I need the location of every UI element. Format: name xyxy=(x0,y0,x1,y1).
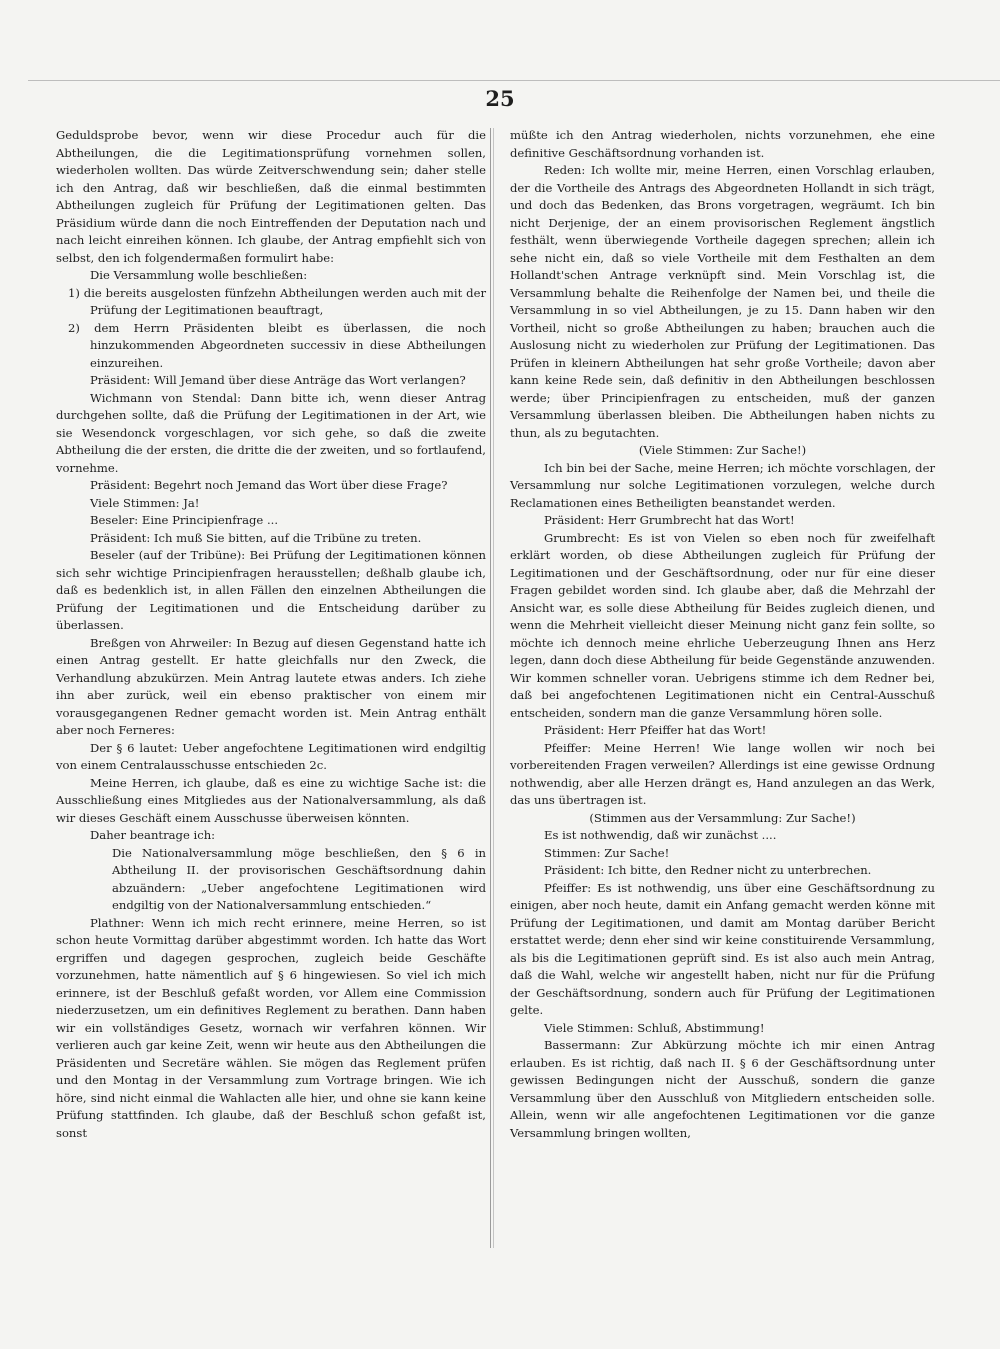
paragraph: Grumbrecht: Es ist von Vielen so eben noch für zweifelhaft erklärt worden, ob diese Abtheilungen zugleich für Prüfung der Legitimationen und der Geschäftsordnung, oder nur für eine dieser Fragen gebildet worden sind. Ich glaube aber, daß die Mehrzahl der Ansicht war, es solle diese Abtheilung für Beides zugleich dienen, und wenn die Mehrheit vielleicht dieser Meinung nicht ganz fein sollte, so möchte ich dennoch meine ehrliche Ueberzeugung Ihnen ans Herz legen, dann doch diese Abtheilung für beide Gegenstände anzuwenden. Wir kommen schneller voran. Uebrigens stimme ich dem Redner bei, daß bei angefochtenen Legitimationen nicht ein Central-Ausschuß entscheiden, sondern man die ganze Versammlung hören solle. xyxy=(510,530,935,720)
paragraph: Pfeiffer: Meine Herren! Wie lange wollen wir noch bei vorbereitenden Fragen verweilen? Allerdings ist eine gewisse Ordnung nothwendig, aber alle Herzen drängt es, Hand anzulegen an das Werk, das uns übertragen ist. xyxy=(510,740,935,807)
column-divider xyxy=(490,128,491,1248)
paragraph: Beseler (auf der Tribüne): Bei Prüfung der Legitimationen können sich sehr wichtige Principienfragen herausstellen; deßhalb glaube ich, daß es bedenklich ist, in allen Fällen den einzelnen Abtheilungen die Prüfung der Legitimationen und die Entscheidung darüber zu überlassen. xyxy=(56,548,486,632)
paragraph: Beseler: Eine Principienfrage ... xyxy=(90,513,279,527)
paragraph: Der § 6 lautet: Ueber angefochtene Legitimationen wird endgiltig von einem Centralausschusse entschieden 2c. xyxy=(56,740,486,772)
paragraph: Präsident: Herr Grumbrecht hat das Wort! xyxy=(544,513,795,527)
paragraph: Ich bin bei der Sache, meine Herren; ich möchte vorschlagen, der Versammlung nur solche Legitimationen vorzulegen, welche durch Reclamationen eines Betheiligten beanstandet werden. xyxy=(510,460,935,510)
paragraph: (Stimmen aus der Versammlung: Zur Sache!) xyxy=(589,810,856,825)
paragraph: 1) die bereits ausgelosten fünfzehn Abtheilungen werden auch mit der Prüfung der Legitimationen beauftragt, xyxy=(68,285,486,317)
top-rule xyxy=(28,80,1000,81)
paragraph: Es ist nothwendig, daß wir zunächst .... xyxy=(544,828,777,842)
paragraph: Die Nationalversammlung möge beschließen, den § 6 in Abtheilung II. der provisorischen Geschäftsordnung dahin abzuändern: „Ueber angefochtene Legitimationen wird endgiltig von der Nationalversammlung entschieden.“ xyxy=(112,845,486,912)
paragraph: Geduldsprobe bevor, wenn wir diese Procedur auch für die Abtheilungen, die die Legitimationsprüfung vornehmen sollen, wiederholen wollten. Das würde Zeitverschwendung sein; daher stelle ich den Antrag, daß wir beschließen, daß die einmal bestimmten Abtheilungen zugleich für Prüfung der Legitimationen gelten. Das Präsidium würde dann die noch Eintreffenden der Deputation nach und nach leicht einreihen können. Ich glaube, der Antrag empfiehlt sich von selbst, den ich folgendermaßen formulirt habe: xyxy=(56,128,486,265)
paragraph: Präsident: Begehrt noch Jemand das Wort über diese Frage? xyxy=(90,478,448,492)
paragraph: Daher beantrage ich: xyxy=(90,828,216,842)
paragraph: Viele Stimmen: Schluß, Abstimmung! xyxy=(544,1020,765,1035)
paragraph: Präsident: Will Jemand über diese Anträge das Wort verlangen? xyxy=(90,373,466,387)
paragraph: Breßgen von Ahrweiler: In Bezug auf diesen Gegenstand hatte ich einen Antrag gestellt. Er hatte gleichfalls nur den Zweck, die Verhandlung abzukürzen. Mein Antrag lautete etwas anders. Ich ziehe ihn aber zurück, weil ein ebenso praktischer von einem mir vorausgegangenen Redner gemacht worden ist. Mein Antrag enthält aber noch Ferneres: xyxy=(56,635,486,737)
paragraph: Meine Herren, ich glaube, daß es eine zu wichtige Sache ist: die Ausschließung eines Mitgliedes aus der Nationalversammlung, als daß wir dieses Geschäft einem Ausschusse überweisen könnten. xyxy=(56,775,486,825)
paragraph: Wichmann von Stendal: Dann bitte ich, wenn dieser Antrag durchgehen sollte, daß die Prüfung der Legitimationen in der Art, wie sie Wesendonck vorgeschlagen, vor sich gehe, so daß die zweite Abtheilung die der ersten, die dritte die der zweiten, und so fortlaufend, vornehme. xyxy=(56,390,486,475)
paragraph: Plathner: Wenn ich mich recht erinnere, meine Herren, so ist schon heute Vormittag darüber abgestimmt worden. Ich hatte das Wort ergriffen und dagegen gesprochen, zugleich beide Geschäfte vorzunehmen, hatte nämentlich auf § 6 hingewiesen. So viel ich mich erinnere, ist der Beschluß gefaßt worden, vor Allem eine Commission niederzusetzen, um ein definitives Reglement zu berathen. Dann haben wir ein vollständiges Gesetz, wornach wir verfahren können. Wir verlieren auch gar keine Zeit, wenn wir heute aus den Abtheilungen die Präsidenten und Secretäre wählen. Sie mögen das Reglement prüfen und den Montag in der Versammlung zum Vortrage bringen. Wie ich höre, sind nicht einmal die Wahlacten alle hier, und ohne sie kann keine Prüfung stattfinden. Ich glaube, daß der Beschluß schon gefaßt ist, sonst xyxy=(56,915,486,1140)
paragraph: Stimmen: Zur Sache! xyxy=(544,845,670,860)
paragraph: Präsident: Ich bitte, den Redner nicht zu unterbrechen. xyxy=(544,863,872,877)
paragraph: Reden: Ich wollte mir, meine Herren, einen Vorschlag erlauben, der die Vortheile des Antrags des Abgeordneten Hollandt in sich trägt, und doch das Bedenken, das Brons vorgetragen, wegräumt. Ich bin nicht Derjenige, der an einem provisorischen Reglement ängstlich festhält, wenn überwiegende Vortheile dagegen sprechen; allein ich sehe nicht ein, daß so viele Vortheile mit dem Festhalten an dem Hollandt'schen Antrage verknüpft sind. Mein Vorschlag ist, die Versammlung behalte die Reihenfolge der Namen bei, und theile die Versammlung in so viel Abtheilungen, je zu 15. Dann haben wir den Vortheil, nicht so große Abtheilungen zu haben; brauchen auch die Auslosung nicht zu wiederholen zur Prüfung der Legitimationen. Das Prüfen in kleinern Abtheilungen hat sehr große Vortheile; davon aber kann keine Rede sein, daß definitiv in den Abtheilungen beschlossen werde; über Principienfragen zu entscheiden, muß der ganzen Versammlung überlassen bleiben. Die Abtheilungen haben nichts zu thun, als zu begutachten. xyxy=(510,163,935,440)
right-column xyxy=(510,127,935,1142)
paragraph: Pfeiffer: Es ist nothwendig, uns über eine Geschäftsordnung zu einigen, aber noch heute, damit ein Anfang gemacht werden könne mit Prüfung der Legitimationen, und damit am Montag darüber Bericht erstattet werde; denn eher sind wir keine constituirende Versammlung, als bis die Legitimationen geprüft sind. Es ist also auch mein Antrag, daß die Wahl, welche wir angestellt haben, nicht nur für die Prüfung der Geschäftsordnung, sondern auch für Prüfung der Legitimationen gelte. xyxy=(510,880,935,1017)
paragraph: Viele Stimmen: Ja! xyxy=(90,495,200,510)
paragraph: Präsident: Herr Pfeiffer hat das Wort! xyxy=(544,723,767,737)
paragraph: Die Versammlung wolle beschließen: xyxy=(90,268,308,282)
paragraph: Präsident: Ich muß Sie bitten, auf die Tribüne zu treten. xyxy=(90,530,422,545)
page-number: 25 xyxy=(485,86,515,111)
left-column xyxy=(56,127,486,1142)
paragraph: Bassermann: Zur Abkürzung möchte ich mir einen Antrag erlauben. Es ist richtig, daß nach II. § 6 der Geschäftsordnung unter gewissen Bedingungen nicht der Ausschuß, sondern die ganze Versammlung über den Ausschluß von Mitgliedern entscheiden solle. Allein, wenn wir alle angefochtenen Legitimationen vor die ganze Versammlung bringen wollten, xyxy=(510,1038,935,1140)
column-divider-inner xyxy=(493,128,494,1248)
paragraph: müßte ich den Antrag wiederholen, nichts vorzunehmen, ehe eine definitive Geschäftsordnung vorhanden ist. xyxy=(510,128,935,160)
paragraph: (Viele Stimmen: Zur Sache!) xyxy=(638,443,807,457)
paragraph: 2) dem Herrn Präsidenten bleibt es überlassen, die noch hinzukommenden Abgeordneten successiv in diese Abtheilungen einzureihen. xyxy=(68,320,486,370)
